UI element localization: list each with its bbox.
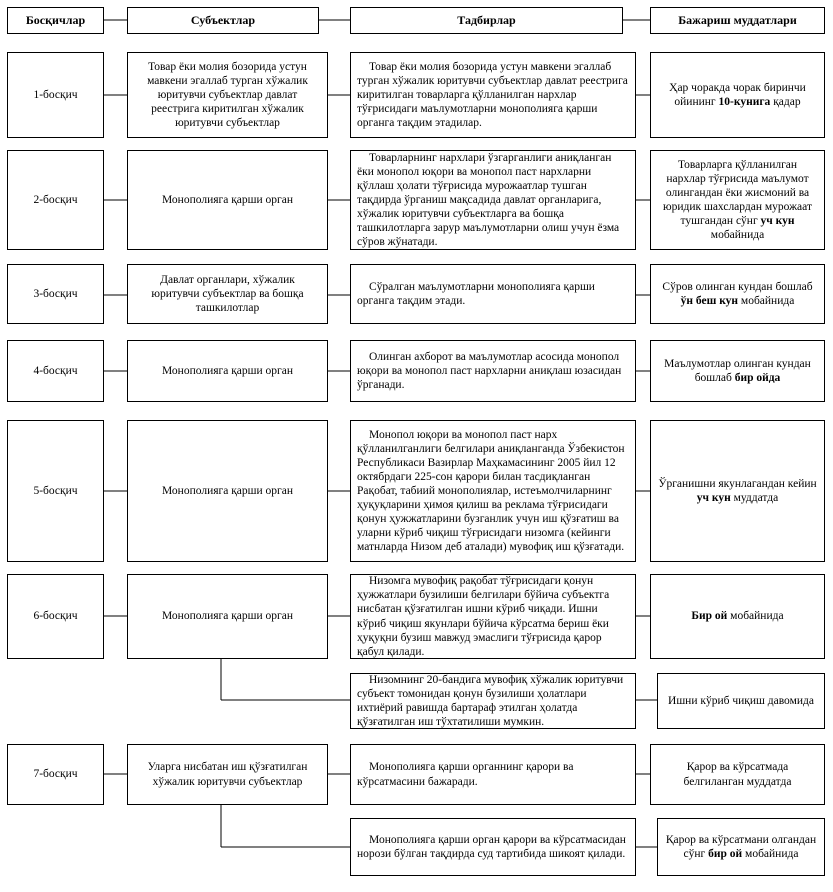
subject-box [127, 744, 328, 805]
action-text: Олинган ахборот ва маълумотлар асосида монопол юқори ва монопол паст нархларни аниқлаш юзасидан ўрганади. [357, 350, 622, 391]
stage-box [7, 150, 104, 250]
action-box [350, 420, 636, 562]
stage-label: 3-босқич [33, 287, 78, 300]
deadline-text: Бир ой мобайнида [691, 610, 784, 623]
stage-box [7, 340, 104, 402]
action-text: Монополияга қарши орган қарори ва кўрсатмасидан норози бўлган тақдирда суд тартибида шикоят қилади. [357, 833, 626, 860]
action-text: Товар ёки молия бозорида устун мавкени эгаллаб турган хўжалик юритувчи субъектлар давлат реестрига киритилган товарларга қўлланилган нархлар тўғрисидаги маълумотларни монополияга қарши органга тақдим этадилар. [357, 60, 628, 130]
subject-box [127, 420, 328, 562]
action-text: Монополияга қарши органнинг қарори ва кўрсатмасини бажаради. [357, 761, 574, 788]
subject-label: Давлат органлари, хўжалик юритувчи субъектлар ва бошқа ташкилотлар [151, 273, 304, 314]
header-actions-label: Тадбирлар [457, 13, 516, 28]
header-actions [350, 7, 623, 34]
header-subjects [127, 7, 319, 34]
stage-label: 7-босқич [33, 768, 78, 781]
action-box [350, 673, 636, 729]
deadline-box [650, 744, 825, 805]
deadline-box [657, 673, 825, 729]
deadline-text: Маълумотлар олинган кундан бошлаб бир ойда [664, 357, 811, 384]
header-stages [7, 7, 104, 34]
stage-label: 1-босқич [33, 88, 78, 101]
action-box [350, 818, 636, 876]
deadline-box [650, 420, 825, 562]
subject-box [127, 52, 328, 138]
deadline-box [650, 264, 825, 324]
deadline-text: Товарларга қўлланилган нархлар тўғрисида маълумот олингандан ёки жисмоний ва юридик шахслардан мурожаат тушгандан сўнг уч кун мобайнида [663, 158, 812, 242]
action-text: Товарларнинг нархлари ўзгарганлиги аниқланган ёки монопол юқори ва монопол паст нархларни қўллаш ҳолати тўғрисида мурожаатлар тушган тақдирда ўрганиш мақсадида давлат органларига, хўжалик юритувчи субъектларга ва бошқа ташкилотларга зарур маълумотларни олиш учун ёзма сўров жўнатади. [357, 151, 620, 249]
deadline-text: Сўров олинган кундан бошлаб ўн беш кун мобайнида [662, 280, 813, 307]
action-box [350, 340, 636, 402]
deadline-text: Ҳар чоракда чорак биринчи ойининг 10-кунига қадар [669, 81, 806, 108]
stage-box [7, 264, 104, 324]
action-text: Низомнинг 20-бандига мувофиқ хўжалик юритувчи субъект томонидан қонун бузилиши ҳолатлари ихтиёрий равишда бартараф этилган ҳолатда қўзғатилган иш тўхтатилиши мумкин. [357, 673, 624, 729]
deadline-box [650, 340, 825, 402]
deadline-box [657, 818, 825, 876]
subject-label: Монополияга қарши орган [161, 193, 294, 206]
action-box [350, 744, 636, 805]
subject-label: Монополияга қарши орган [161, 364, 294, 377]
stage-box [7, 420, 104, 562]
action-text: Сўралган маълумотларни монополияга қарши органга тақдим этади. [357, 280, 595, 307]
subject-label: Уларга нисбатан иш қўзғатилган хўжалик юритувчи субъектлар [147, 761, 308, 788]
deadline-text: Қарор ва кўрсатмада белгиланган муддатда [683, 761, 792, 788]
stage-label: 6-босқич [33, 610, 78, 623]
deadline-box [650, 574, 825, 659]
header-stages-label: Босқичлар [25, 13, 86, 28]
subject-box [127, 574, 328, 659]
deadline-box [650, 52, 825, 138]
stage-label: 2-босқич [33, 193, 78, 206]
deadline-text: Қарор ва кўрсатмани олгандан сўнг бир ой мобайнида [665, 833, 817, 860]
action-box [350, 150, 636, 250]
action-box [350, 264, 636, 324]
action-text: Монопол юқори ва монопол паст нарх қўлланилганлиги белгилари аниқланганда Ўзбекистон Республикаси Вазирлар Маҳкамасининг 2005 йил 12 октябрдаги 225-сон қарори билан тасдиқланган Рақобат, табиий монополиялар, истеъмолчиларнинг ҳуқуқларини ҳимоя қилиш ва реклама тўғрисидаги қонун ҳужжатларини бузганлик учун иш қўзғатиш ва уларни кўриб чиқиш тўғрисидаги низомга (кейинги матнларда Низом деб аталади) мувофиқ иш қўзғатади. [357, 428, 625, 554]
stage-label: 4-босқич [33, 364, 78, 377]
stage-box [7, 744, 104, 805]
header-subjects-label: Субъектлар [190, 13, 256, 28]
header-deadlines [650, 7, 825, 34]
action-text: Низомга мувофиқ рақобат тўғрисидаги қонун ҳужжатлари бузилиши белгилари бўйича субъектга нисбатан қўзғатилган ишни кўриб чиқади. Ишни кўриб чиқиш якунлари бўйича кўрсатма бериш ёки ҳуқуқни бузиш мавжуд эмаслиги тўғрисида қарор қабул қилади. [357, 575, 610, 658]
header-deadlines-label: Бажариш муддатлари [678, 13, 797, 28]
deadline-text: Ўрганишни якунлагандан кейин уч кун муддатда [658, 477, 817, 504]
deadline-box [650, 150, 825, 250]
stage-label: 5-босқич [33, 484, 78, 497]
subject-label: Товар ёки молия бозорида устун мавкени эгаллаб турган хўжалик юритувчи субъектлар давлат реестрига киритилган хўжалик юритувчи субъектлар [147, 60, 308, 130]
subject-box [127, 264, 328, 324]
stage-box [7, 574, 104, 659]
deadline-text: Ишни кўриб чиқиш давомида [668, 694, 814, 707]
subject-box [127, 150, 328, 250]
action-box [350, 52, 636, 138]
action-box [350, 574, 636, 659]
subject-label: Монополияга қарши орган [161, 610, 294, 623]
subject-box [127, 340, 328, 402]
stage-box [7, 52, 104, 138]
subject-label: Монополияга қарши орган [161, 484, 294, 497]
